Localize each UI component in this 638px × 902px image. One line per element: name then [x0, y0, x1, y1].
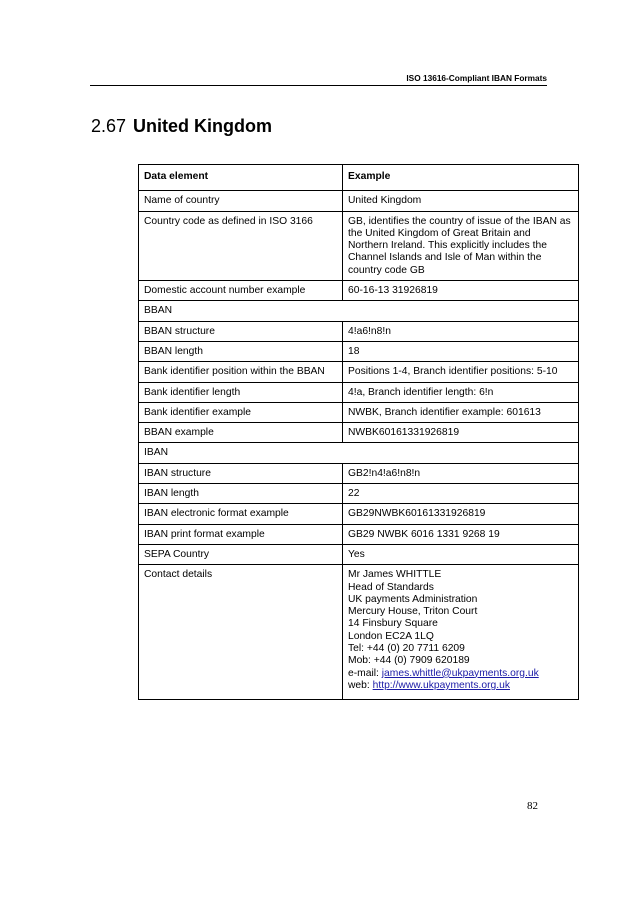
- contact-line: 14 Finsbury Square: [348, 618, 438, 630]
- row-label: BBAN example: [139, 423, 343, 443]
- row-value: Positions 1-4, Branch identifier positions: 5-10: [343, 362, 579, 382]
- table-row: [139, 524, 579, 544]
- email-prefix: e-mail:: [348, 667, 382, 679]
- row-label: IBAN structure: [139, 463, 343, 483]
- email-link[interactable]: james.whittle@ukpayments.org.uk: [381, 667, 539, 679]
- row-label: Bank identifier length: [139, 382, 343, 402]
- row-label: IBAN print format example: [139, 524, 343, 544]
- table-section-row: [139, 443, 579, 463]
- row-value: GB29NWBK60161331926819: [343, 504, 579, 524]
- row-label: Contact details: [139, 565, 343, 700]
- table-row: [139, 321, 579, 341]
- row-value: Yes: [343, 544, 579, 564]
- running-header: ISO 13616-Compliant IBAN Formats: [406, 73, 547, 83]
- row-value: GB, identifies the country of issue of the IBAN as the United Kingdom of Great Britain and Northern Ireland. This explicitly includes the Channel Islands and Isle of Man within the country code GB: [343, 211, 579, 280]
- table-section-row: [139, 301, 579, 321]
- column-header-data-element: Data element: [139, 165, 343, 191]
- table-row: [139, 463, 579, 483]
- row-value: 4!a, Branch identifier length: 6!n: [343, 382, 579, 402]
- table-row: [139, 362, 579, 382]
- table-row-contact: [139, 565, 579, 700]
- web-link[interactable]: http://www.ukpayments.org.uk: [372, 679, 510, 691]
- row-value: NWBK60161331926819: [343, 423, 579, 443]
- section-number: 2.67: [91, 116, 127, 136]
- table-row: [139, 423, 579, 443]
- row-value: 4!a6!n8!n: [343, 321, 579, 341]
- row-label: IBAN length: [139, 484, 343, 504]
- table-row: [139, 544, 579, 564]
- table-row: [139, 504, 579, 524]
- row-label: IBAN electronic format example: [139, 504, 343, 524]
- table-row: [139, 402, 579, 422]
- contact-line: Mr James WHITTLE: [348, 569, 442, 581]
- table-body: [139, 191, 579, 700]
- section-label: IBAN: [139, 443, 579, 463]
- row-label: Bank identifier position within the BBAN: [139, 362, 343, 382]
- section-heading: [91, 116, 272, 137]
- table-header-row: [139, 165, 579, 191]
- row-value: United Kingdom: [343, 191, 579, 211]
- row-label: SEPA Country: [139, 544, 343, 564]
- section-title: United Kingdom: [133, 116, 273, 136]
- contact-details: [343, 565, 579, 700]
- contact-line: Mob: +44 (0) 7909 620189: [348, 655, 470, 667]
- row-label: Country code as defined in ISO 3166: [139, 211, 343, 280]
- header-rule: [90, 85, 547, 86]
- table-row: [139, 484, 579, 504]
- page-number: 82: [527, 800, 538, 812]
- section-label: BBAN: [139, 301, 579, 321]
- row-value: GB29 NWBK 6016 1331 9268 19: [343, 524, 579, 544]
- contact-line: Head of Standards: [348, 581, 434, 593]
- table-row: [139, 211, 579, 280]
- row-value: 18: [343, 341, 579, 361]
- contact-web-line: [348, 680, 573, 692]
- row-value: 22: [343, 484, 579, 504]
- row-label: BBAN length: [139, 341, 343, 361]
- row-label: BBAN structure: [139, 321, 343, 341]
- row-value: NWBK, Branch identifier example: 601613: [343, 402, 579, 422]
- contact-line: Mercury House, Triton Court: [348, 606, 478, 618]
- table-row: [139, 341, 579, 361]
- web-prefix: web:: [348, 679, 373, 691]
- iban-format-table: [138, 164, 579, 700]
- contact-line: UK payments Administration: [348, 593, 478, 605]
- table-row: [139, 281, 579, 301]
- contact-email-line: [348, 668, 573, 680]
- row-label: Bank identifier example: [139, 402, 343, 422]
- row-value: 60-16-13 31926819: [343, 281, 579, 301]
- contact-line: London EC2A 1LQ: [348, 630, 434, 642]
- row-label: Name of country: [139, 191, 343, 211]
- contact-line: Tel: +44 (0) 20 7711 6209: [348, 643, 465, 655]
- column-header-example: Example: [343, 165, 579, 191]
- table-row: [139, 382, 579, 402]
- table-row: [139, 191, 579, 211]
- row-value: GB2!n4!a6!n8!n: [343, 463, 579, 483]
- row-label: Domestic account number example: [139, 281, 343, 301]
